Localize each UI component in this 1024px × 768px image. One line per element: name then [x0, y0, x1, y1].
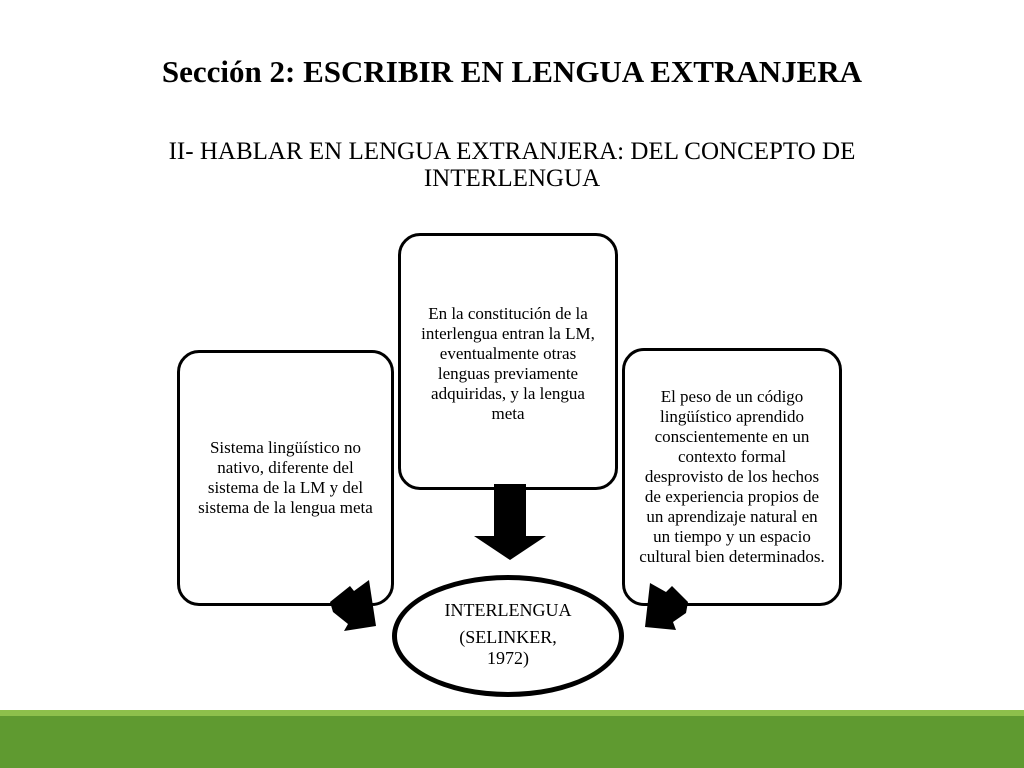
interlengua-citation-line1: (SELINKER,	[459, 627, 557, 647]
interlengua-node	[392, 575, 624, 697]
diagram-box-right-text: El peso de un código lingüístico aprendido conscientemente en un contexto formal desprovisto de los hechos de experiencia propios de un aprendizaje natural en un tiempo y un espacio cultural bien determinados.	[639, 387, 825, 566]
slide-title: Sección 2: ESCRIBIR EN LENGUA EXTRANJERA	[161, 54, 863, 89]
diagram-box-left-text: Sistema lingüístico no nativo, diferente del sistema de la LM y del sistema de la lengua meta	[198, 438, 373, 517]
footer-band-dark	[0, 716, 1024, 768]
interlengua-label: INTERLENGUA	[444, 600, 572, 620]
diagram-box-center-text: En la constitución de la interlengua entran la LM, eventualmente otras lenguas previamente adquiridas, y la lengua meta	[421, 304, 595, 423]
arrow-down-icon	[474, 484, 546, 560]
arrow-right-to-center-icon	[645, 583, 688, 630]
arrow-left-to-center-icon	[330, 580, 376, 631]
interlengua-citation-line2: 1972)	[487, 648, 529, 668]
slide-subtitle: II- HABLAR EN LENGUA EXTRANJERA: DEL CONCEPTO DE INTERLENGUA	[168, 138, 856, 192]
